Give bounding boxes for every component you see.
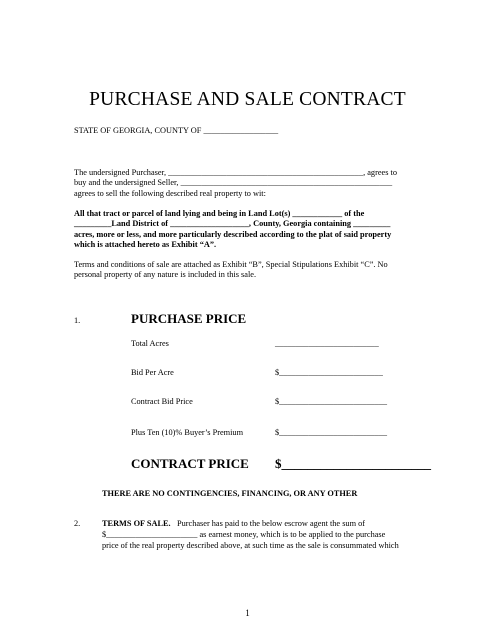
- state-county-line: STATE OF GEORGIA, COUNTY OF __________________: [74, 126, 279, 135]
- section-1-number: 1.: [74, 316, 81, 325]
- section-2-number: 2.: [74, 519, 81, 528]
- section-2-line: price of the real property described above, at such time as the sale is consummated which: [102, 541, 399, 550]
- intro-line: The undersigned Purchaser, _______________________________________________, agrees to: [74, 168, 397, 177]
- intro-line: buy and the undersigned Seller, ___________________________________________________: [74, 178, 393, 188]
- terms-line: Terms and conditions of sale are attached as Exhibit “B”, Special Stipulations Exhibit “C”. No: [74, 260, 388, 269]
- contract-price-label: CONTRACT PRICE: [131, 456, 249, 471]
- bid-per-acre-label: Bid Per Acre: [131, 368, 174, 377]
- terms-paragraph: [74, 260, 388, 281]
- buyers-premium-label: Plus Ten (10)% Buyer’s Premium: [131, 428, 244, 437]
- section-1-heading: PURCHASE PRICE: [131, 311, 247, 326]
- property-line: acres, more or less, and more particularly described according to the plat of said property: [74, 229, 392, 239]
- section-2-line: $______________________ as earnest money, which is to be applied to the purchase: [102, 530, 386, 539]
- contract-price-field: $_______________________: [275, 456, 431, 471]
- property-line: which is attached hereto as Exhibit “A”.: [74, 239, 217, 249]
- section-2-line: Purchaser has paid to the below escrow agent the sum of: [177, 519, 366, 528]
- no-contingencies-notice: THERE ARE NO CONTINGENCIES, FINANCING, OR ANY OTHER: [102, 489, 358, 498]
- page-number: 1: [245, 608, 250, 618]
- total-acres-label: Total Acres: [131, 339, 169, 348]
- page-title: PURCHASE AND SALE CONTRACT: [89, 89, 406, 110]
- property-line: All that tract or parcel of land lying and being in Land Lot(s) ____________ of the: [74, 209, 365, 218]
- terms-line: personal property of any nature is included in this sale.: [74, 270, 257, 280]
- property-line: _________Land District of ___________________, County, Georgia containing _________: [74, 219, 391, 229]
- total-acres-field: _________________________: [275, 339, 379, 348]
- intro-line: agrees to sell the following described real property to wit:: [74, 188, 266, 198]
- intro-paragraph: [74, 168, 397, 199]
- contract-bid-price-label: Contract Bid Price: [131, 397, 193, 406]
- property-description: [74, 209, 391, 250]
- contract-bid-price-field: $__________________________: [275, 397, 388, 406]
- buyers-premium-field: $__________________________: [275, 428, 388, 437]
- bid-per-acre-field: $_________________________: [275, 368, 383, 377]
- section-2-heading: TERMS OF SALE.: [102, 519, 171, 528]
